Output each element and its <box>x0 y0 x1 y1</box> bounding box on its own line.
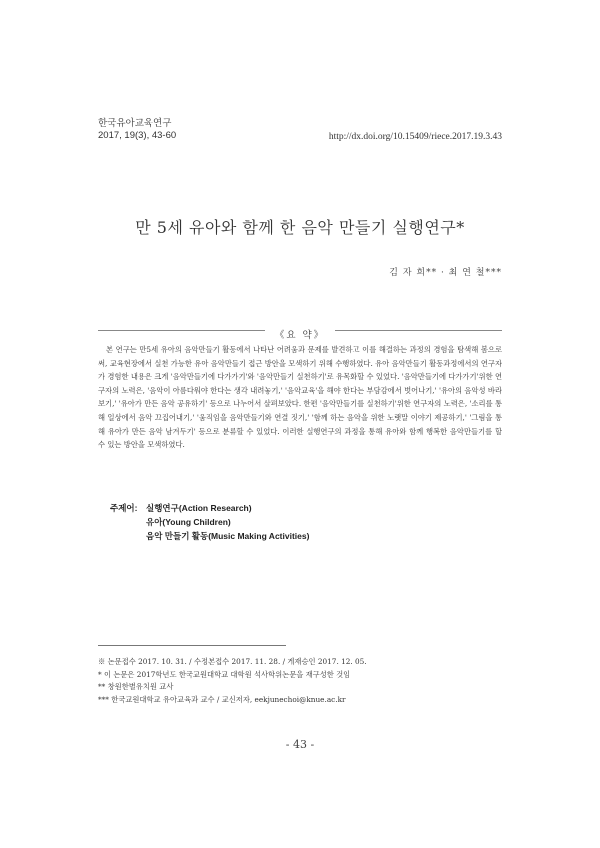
paper-title: 만 5세 유아와 함께 한 음악 만들기 실행연구* <box>135 218 465 237</box>
keyword-item: 음악 만들기 활동(Music Making Activities) <box>146 531 310 541</box>
authors: 김 자 희** · 최 연 철*** <box>389 268 502 278</box>
journal-name: 한국유아교육연구 <box>98 118 172 129</box>
keywords-block <box>110 501 309 543</box>
journal-header <box>98 118 176 142</box>
keywords-label: 주제어: <box>110 503 138 513</box>
footnote-divider <box>98 645 286 646</box>
abstract-text: 본 연구는 만5세 유아의 음악만들기 활동에서 나타난 어려움과 문제를 발견하고 이를 해결하는 과정의 경험을 탐색해 봄으로써, 교육현장에서 실천 가능한 유아 음악만들기 접근 방안을 모색하기 위해 수행하였다. 유아 음악만들기 활동과정에서의 연구자가 경험한 내용은 크게 '음악만들기에 다가가기'와 '음악만들기 실천하기'로 유목화할 수 있었다. '음악만들기에 다가가기'위한 연구자의 노력은, '음악이 아름다워야 한다는 생각 내려놓기,' '음악교육'을 해야 한다는 부담감에서 벗어나기,' '유아의 음악성 바라보기,' '유아가 만든 음악 공유하기' 등으로 나누어서 살펴보았다. 한편 '음악만들기를 실천하기'위한 연구자의 노력은, '소리를 통해 일상에서 음악 끄집어내기,' '움직임을 음악만들기와 연결 짓기,' '함께 하는 음악을 위한 노랫말 이야기 제공하기,' '그림을 통해 유아가 만든 음악 남겨두기' 등으로 분류할 수 있었다. 이러한 실행연구의 과정을 통해 유아와 함께 행복한 음악만들기를 할 수 있는 방안을 모색하였다. <box>98 345 502 450</box>
footnote-item: ** 창원한별유치원 교사 <box>98 682 174 692</box>
abstract-heading <box>0 323 600 342</box>
doi-link[interactable]: http://dx.doi.org/10.15409/riece.2017.19.3.43 <box>328 132 502 142</box>
footnote-item: ※ 논문접수 2017. 10. 31. / 수정본접수 2017. 11. 28. / 게재승인 2017. 12. 05. <box>98 657 367 666</box>
abstract-label: 《요 약》 <box>265 330 335 341</box>
footnotes <box>98 656 367 707</box>
keyword-item: 실행연구(Action Research) <box>146 503 252 513</box>
page-number: - 43 - <box>285 738 315 751</box>
footnote-item: * 이 논문은 2017학년도 한국교원대학교 대학원 석사학위논문을 재구성한 것임 <box>98 669 351 679</box>
journal-volume: 2017, 19(3), 43-60 <box>98 130 177 141</box>
keyword-item: 유아(Young Children) <box>146 517 231 527</box>
footnote-item: *** 한국교원대학교 유아교육과 교수 / 교신저자, eekjunechoi@knue.ac.kr <box>98 695 346 705</box>
